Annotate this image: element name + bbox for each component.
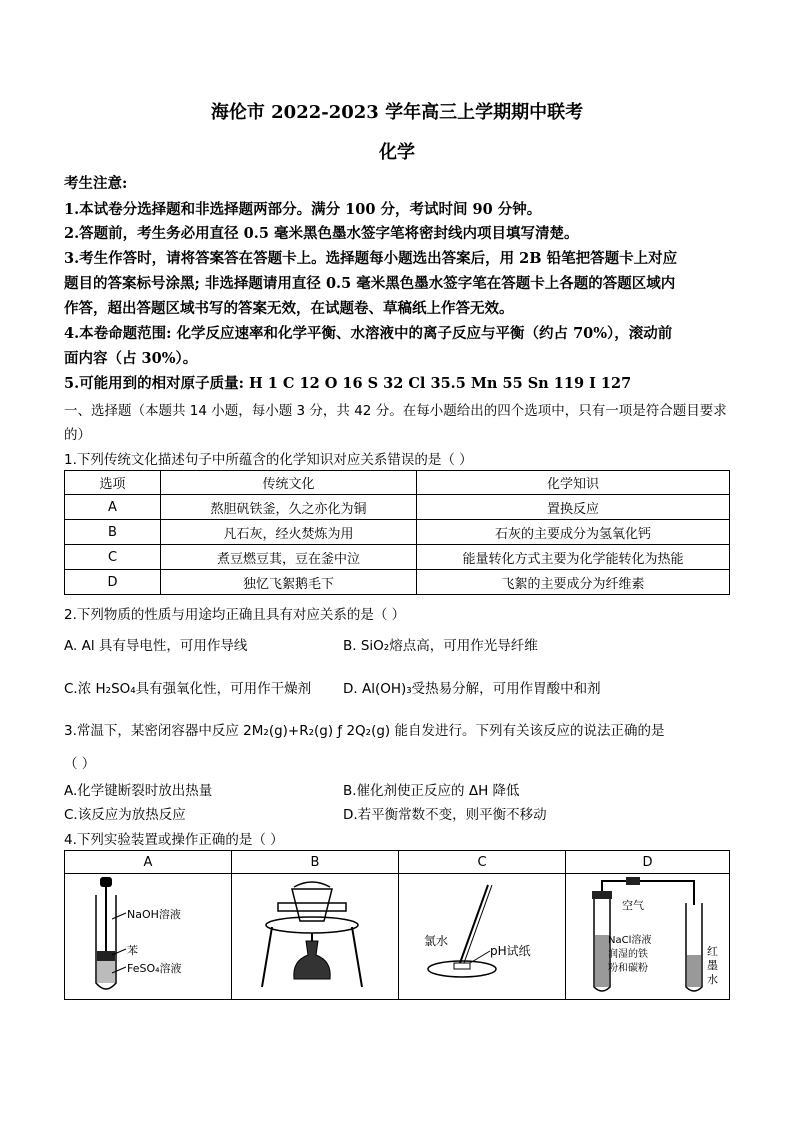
table-header-row xyxy=(65,851,730,874)
label-nacl-line-2: 润湿的铁 xyxy=(608,949,648,960)
table-row xyxy=(65,570,730,595)
figure-d-corrosion xyxy=(564,875,728,997)
q3-option-b: B.催化剂使正反应的 ΔH 降低 xyxy=(343,783,520,799)
label-red-ink-2: 墨 xyxy=(707,959,718,972)
q3-paren: （ ） xyxy=(64,756,96,772)
label-red-ink-3: 水 xyxy=(707,973,718,986)
table-header-row xyxy=(65,471,730,495)
label-air: 空气 xyxy=(622,899,644,912)
table-cell: 独忆飞絮鹅毛下 xyxy=(161,570,417,595)
q1-table xyxy=(64,470,730,595)
table-cell: 煮豆燃豆萁，豆在釜中泣 xyxy=(161,545,417,570)
table-header-cell: B xyxy=(232,851,399,874)
figure-c-ph-paper xyxy=(398,875,560,997)
label-nacl-line-3: 粉和碳粉 xyxy=(608,963,648,974)
label-feso4: FeSO₄溶液 xyxy=(127,962,182,975)
notice-item-4-line-1: 4.本卷命题范围: 化学反应速率和化学平衡、水溶液中的离子反应与平衡（约占 70%），滚动前 xyxy=(64,325,673,342)
table-cell: B xyxy=(65,520,161,545)
table-cell: 熬胆矾铁釜，久之亦化为铜 xyxy=(161,495,417,520)
section-heading-line-1: 一、选择题（本题共 14 小题，每小题 3 分，共 42 分。在每小题给出的四个选项中，只有一项是符合题目要求 xyxy=(64,403,727,419)
q3-option-a: A.化学键断裂时放出热量 xyxy=(64,783,213,799)
table-header-cell: C xyxy=(399,851,566,874)
q3-option-d: D.若平衡常数不变，则平衡不移动 xyxy=(343,807,547,823)
q2-option-d: D. Al(OH)₃受热易分解，可用作胃酸中和剂 xyxy=(343,681,601,697)
q1-stem: 1.下列传统文化描述句子中所蕴含的化学知识对应关系错误的是（ ） xyxy=(64,452,473,468)
notice-item-1: 1.本试卷分选择题和非选择题两部分。满分 100 分，考试时间 90 分钟。 xyxy=(64,201,542,218)
notice-item-5: 5.可能用到的相对原子质量: H 1 C 12 O 16 S 32 Cl 35.5 Mn 55 Sn 119 I 127 xyxy=(64,375,632,392)
table-header-cell: A xyxy=(65,851,232,874)
table-cell: D xyxy=(65,570,161,595)
label-nacl-line-1: NaCl溶液 xyxy=(608,935,652,946)
table-row xyxy=(65,495,730,520)
section-heading-line-2: 的） xyxy=(64,427,91,443)
table-cell: 飞絮的主要成分为纤维素 xyxy=(417,570,730,595)
table-header-cell: 选项 xyxy=(65,471,161,495)
label-ph-paper: pH试纸 xyxy=(490,944,531,958)
table-header-cell: D xyxy=(566,851,730,874)
table-row xyxy=(65,520,730,545)
table-cell: 石灰的主要成分为氢氧化钙 xyxy=(417,520,730,545)
label-chlorine-water: 氯水 xyxy=(424,934,449,948)
q2-option-a: A. Al 具有导电性，可用作导线 xyxy=(64,638,248,654)
table-cell: 凡石灰，经火焚炼为用 xyxy=(161,520,417,545)
figure-a-test-tube xyxy=(66,875,228,997)
notice-item-3-line-2: 题目的答案标号涂黑; 非选择题请用直径 0.5 毫米黑色墨水签字笔在答题卡上各题的答题区域内 xyxy=(64,275,676,292)
label-red-ink-1: 红 xyxy=(707,945,718,958)
q4-stem: 4.下列实验装置或操作正确的是（ ） xyxy=(64,832,284,848)
table-cell: C xyxy=(65,545,161,570)
table-cell: 置换反应 xyxy=(417,495,730,520)
notice-item-3-line-1: 3.考生作答时，请将答案答在答题卡上。选择题每小题选出答案后，用 2B 铅笔把答题卡上对应 xyxy=(64,250,678,267)
q2-stem: 2.下列物质的性质与用途均正确且具有对应关系的是（ ） xyxy=(64,607,406,623)
notice-heading: 考生注意: xyxy=(64,175,128,192)
label-benzene: 苯 xyxy=(127,944,138,957)
exam-subject: 化学 xyxy=(379,142,415,163)
notice-item-3-line-3: 作答，超出答题区域书写的答案无效，在试题卷、草稿纸上作答无效。 xyxy=(64,300,514,317)
figure-b-crucible xyxy=(232,875,394,997)
label-naoh: NaOH溶液 xyxy=(127,908,181,921)
notice-item-4-line-2: 面内容（占 30%）。 xyxy=(64,350,198,367)
q2-option-b: B. SiO₂熔点高，可用作光导纤维 xyxy=(343,638,538,654)
table-cell: A xyxy=(65,495,161,520)
q2-option-c: C.浓 H₂SO₄具有强氧化性，可用作干燥剂 xyxy=(64,681,312,697)
table-cell: 能量转化方式主要为化学能转化为热能 xyxy=(417,545,730,570)
table-row xyxy=(65,545,730,570)
table-header-cell: 传统文化 xyxy=(161,471,417,495)
notice-item-2: 2.答题前，考生务必用直径 0.5 毫米黑色墨水签字笔将密封线内项目填写清楚。 xyxy=(64,225,579,242)
exam-title: 海伦市 2022-2023 学年高三上学期期中联考 xyxy=(210,102,584,123)
q3-stem: 3.常温下，某密闭容器中反应 2M₂(g)+R₂(g) ƒ 2Q₂(g) 能自发进行。下列有关该反应的说法正确的是 xyxy=(64,723,665,739)
q3-option-c: C.该反应为放热反应 xyxy=(64,807,186,823)
table-header-cell: 化学知识 xyxy=(417,471,730,495)
